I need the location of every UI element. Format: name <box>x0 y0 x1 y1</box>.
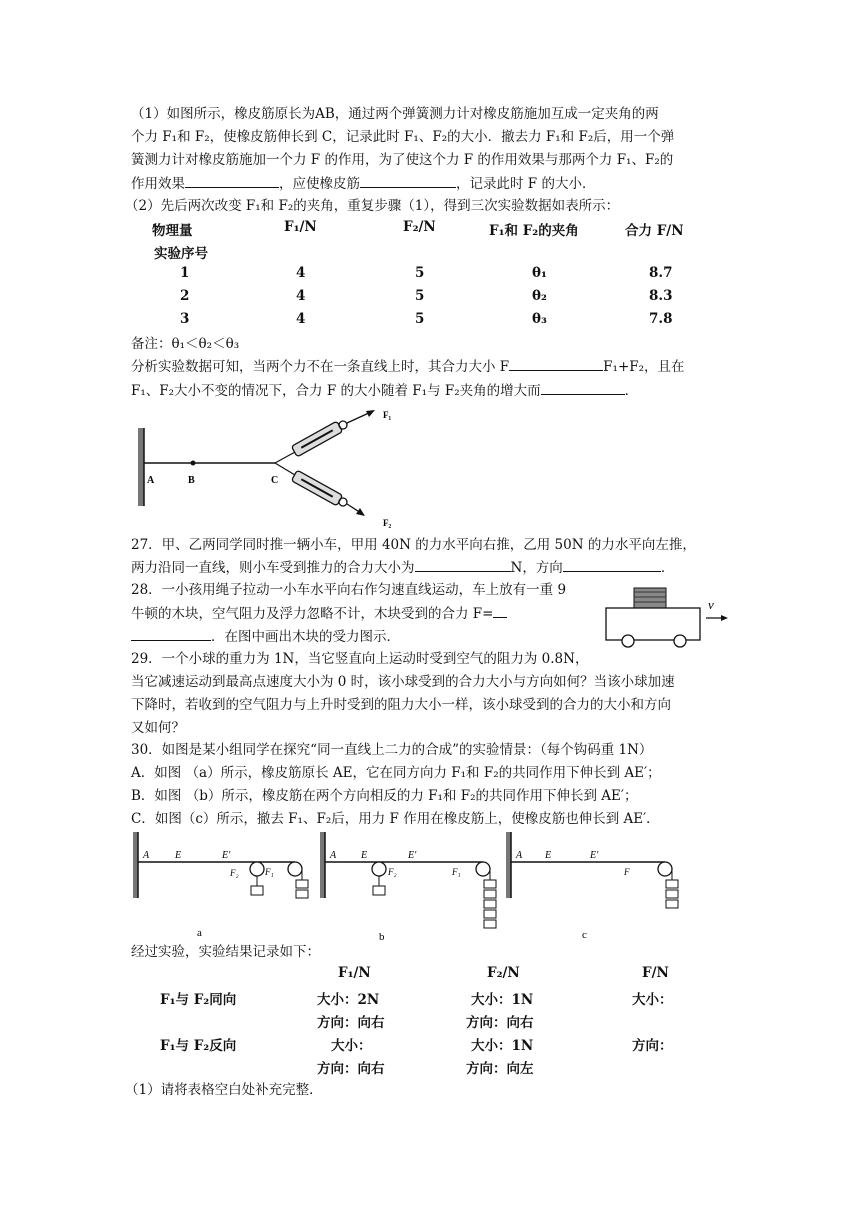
answer-blank[interactable] <box>185 173 279 188</box>
q26-text: ． <box>624 383 639 399</box>
q29-line3: 下降时，若收到的空气阻力与上升时受到的阻力大小一样，该小球受到的合力的大小和方向 <box>131 697 671 713</box>
point-b <box>191 461 196 466</box>
table-cell: 5 <box>415 288 425 304</box>
table-cell: 3 <box>180 311 190 327</box>
label-f2: F₂ <box>388 867 397 877</box>
pulley <box>372 862 386 876</box>
rubber-band-collinear-forces-figure <box>125 828 715 942</box>
spring-scale-upper <box>291 421 342 457</box>
velocity-label: v <box>708 597 714 612</box>
answer-blank[interactable] <box>541 380 625 395</box>
label-e: E <box>175 850 182 861</box>
q28-line2 <box>131 603 507 624</box>
table-cell: 大小：1N <box>471 992 534 1008</box>
table-header-f1: F₁/N <box>338 965 371 981</box>
pulley <box>288 862 302 876</box>
label-e-prime: E' <box>222 850 231 861</box>
q26-text: 作用效果 <box>131 176 185 192</box>
q26-analysis-line1 <box>131 356 685 377</box>
pulley <box>250 862 264 876</box>
row-label-opposite-direction: F₁与 F₂反向 <box>160 1038 237 1054</box>
q28-line3 <box>131 626 400 647</box>
label-e-prime: E' <box>408 850 417 861</box>
table-cell: 方向：向右 <box>317 1061 385 1077</box>
wooden-block <box>634 588 666 608</box>
table-cell: 2 <box>180 288 190 304</box>
table-header-f2: F₂/N <box>487 965 520 981</box>
answer-blank[interactable] <box>415 557 511 572</box>
hook-weight <box>484 910 496 918</box>
table-cell: 4 <box>296 265 306 281</box>
table-cell: 7.8 <box>649 311 673 327</box>
table-cell: 4 <box>296 288 306 304</box>
table-header-quantity: 物理量 <box>152 223 193 239</box>
answer-blank[interactable] <box>509 356 603 371</box>
hook-weight <box>296 890 308 898</box>
label-a: A <box>330 850 337 861</box>
q26-part1-line1: （1）如图所示，橡皮筋原长为AB，通过两个弹簧测力计对橡皮筋施加互成一定夹角的两 <box>131 106 659 122</box>
label-f1: F₁ <box>383 410 392 420</box>
answer-blank[interactable] <box>360 173 456 188</box>
label-f2: F₂ <box>383 518 392 528</box>
q26-part1-line2: 个力 F₁和 F₂，使橡皮筋伸长到 C，记录此时 F₁、F₂的大小．撤去力 F₁和 F₂后，用一个弹 <box>131 129 675 145</box>
pulley <box>476 862 490 876</box>
table-header-resultant: 合力 F/N <box>625 223 684 239</box>
q30-subquestion-1: （1）请将表格空白处补充完整． <box>125 1082 323 1098</box>
hook-weight <box>484 890 496 898</box>
label-f2: F₂ <box>230 868 239 878</box>
q27-line2 <box>131 557 674 578</box>
table-cell-answer[interactable]: 方向： <box>632 1038 673 1054</box>
q30-line1: 30．如图是某小组同学在探究“同一直线上二力的合成”的实验情景：（每个钩码重 1N） <box>131 742 653 758</box>
caption-b: b <box>379 931 385 942</box>
caption-a: a <box>197 927 202 939</box>
cart <box>606 608 700 640</box>
q27-line1: 27．甲、乙两同学同时推一辆小车，甲用 40N 的力水平向右推，乙用 50N 的力水平向左推， <box>131 537 696 553</box>
q26-text: 分析实验数据可知，当两个力不在一条直线上时，其合力大小 F <box>131 359 510 375</box>
table-cell: θ₂ <box>532 288 547 304</box>
table-cell: 大小：1N <box>471 1038 534 1054</box>
q27-text: N，方向 <box>510 560 563 576</box>
hook-weight <box>484 880 496 888</box>
table-cell: 4 <box>296 311 306 327</box>
q30-line-c: C．如图（c）所示，撤去 F₁、F₂后，用力 F 作用在橡皮筋上，使橡皮筋也伸长到 AE′． <box>131 811 660 827</box>
q26-text: ，记录此时 F 的大小． <box>456 176 596 192</box>
label-b: B <box>188 475 195 486</box>
table-cell: 5 <box>415 265 425 281</box>
q27-text: ． <box>660 560 675 576</box>
q26-text: ，应使橡皮筋 <box>279 176 360 192</box>
hook-weight <box>373 886 385 895</box>
q30-result-intro: 经过实验，实验结果记录如下： <box>131 944 320 960</box>
cart-wheel <box>622 635 634 647</box>
label-f: F <box>624 867 630 877</box>
table-header-f: F/N <box>642 965 669 981</box>
answer-blank[interactable] <box>493 603 507 618</box>
label-e-prime: E' <box>590 850 599 861</box>
table-cell-answer[interactable]: 大小： <box>331 1038 372 1054</box>
hook-weight <box>484 900 496 908</box>
caption-c: c <box>582 929 587 941</box>
table-cell: 5 <box>415 311 425 327</box>
wall-hatching <box>138 428 144 506</box>
rubber-band-two-forces-figure <box>125 408 425 533</box>
q30-line-b: B．如图 （b）所示，橡皮筋在两个方向相反的力 F₁和 F₂的共同作用下伸长到 AE′； <box>131 788 638 804</box>
q26-text: F₁、F₂大小不变的情况下，合力 F 的大小随着 F₁与 F₂夹角的增大而 <box>131 383 541 399</box>
q29-line2: 当它减速运动到最高点速度大小为 0 时，该小球受到的合力大小与方向如何？当该小球加速 <box>131 674 675 690</box>
q27-text: 两力沿同一直线，则小车受到推力的合力大小为 <box>131 560 415 576</box>
q30-line-a: A．如图 （a）所示，橡皮筋原长 AE，它在同方向力 F₁和 F₂的共同作用下伸长到 AE′； <box>131 765 661 781</box>
table-header-f2: F₂/N <box>403 219 436 235</box>
spring-scale-lower <box>291 470 342 506</box>
cart-with-block-figure <box>600 582 740 654</box>
q28-line1: 28．一小孩用绳子拉动一小车水平向右作匀速直线运动，车上放有一重 9 <box>131 582 567 598</box>
label-f1: F₁ <box>452 867 461 877</box>
table-header-angle: F₁和 F₂的夹角 <box>489 223 579 239</box>
panel-a <box>133 832 308 939</box>
panel-c <box>506 832 678 941</box>
hook-weight <box>666 900 678 908</box>
table-cell: 8.3 <box>649 288 673 304</box>
label-e: E <box>361 850 368 861</box>
answer-blank[interactable] <box>563 557 661 572</box>
pulley <box>658 862 672 876</box>
q28-text: 牛顿的木块，空气阻力及浮力忽略不计，木块受到的合力 F= <box>131 606 494 622</box>
hook-weight <box>296 880 308 888</box>
label-a: A <box>147 475 155 486</box>
table-cell: 方向：向左 <box>466 1061 534 1077</box>
q26-note: 备注：θ₁＜θ₂＜θ₃ <box>131 336 240 352</box>
table-cell: θ₁ <box>532 265 547 281</box>
q26-text: F₁+F₂，且在 <box>603 359 685 375</box>
label-f1: F₁ <box>265 867 274 877</box>
q26-part1-line3: 簧测力计对橡皮筋施加一个力 F 的作用，为了使这个力 F 的作用效果与那两个力 F₁、F₂的 <box>131 152 674 168</box>
table-cell: 方向：向右 <box>466 1015 534 1031</box>
table-cell: 8.7 <box>649 265 673 281</box>
table-cell: 方向：向右 <box>317 1015 385 1031</box>
q29-line4: 又如何？ <box>131 720 185 736</box>
table-cell: 1 <box>180 265 190 281</box>
q29-line1: 29．一个小球的重力为 1N，当它竖直向上运动时受到空气的阻力为 0.8N， <box>131 651 589 667</box>
q28-text: ．在图中画出木块的受力图示． <box>211 629 400 645</box>
label-a: A <box>143 850 150 861</box>
panel-b <box>320 832 496 942</box>
q26-part2: （2）先后两次改变 F₁和 F₂的夹角，重复步骤（1），得到三次实验数据如表所示： <box>125 198 620 214</box>
label-a: A <box>516 850 523 861</box>
answer-blank[interactable] <box>131 626 211 641</box>
table-cell-answer[interactable]: 大小： <box>632 992 673 1008</box>
table-header-index: 实验序号 <box>154 246 208 262</box>
table-cell: 大小：2N <box>317 992 380 1008</box>
hook-weight <box>666 880 678 888</box>
row-label-same-direction: F₁与 F₂同向 <box>160 992 237 1008</box>
q26-analysis-line2 <box>131 380 638 401</box>
cart-wheel <box>674 635 686 647</box>
hook-weight <box>484 920 496 928</box>
label-c: C <box>271 475 279 486</box>
hook-weight <box>251 886 263 895</box>
hook-weight <box>666 890 678 898</box>
q26-part1-line4 <box>131 173 595 194</box>
label-e: E <box>545 850 552 861</box>
table-cell: θ₃ <box>532 311 547 327</box>
table-header-f1: F₁/N <box>284 219 317 235</box>
